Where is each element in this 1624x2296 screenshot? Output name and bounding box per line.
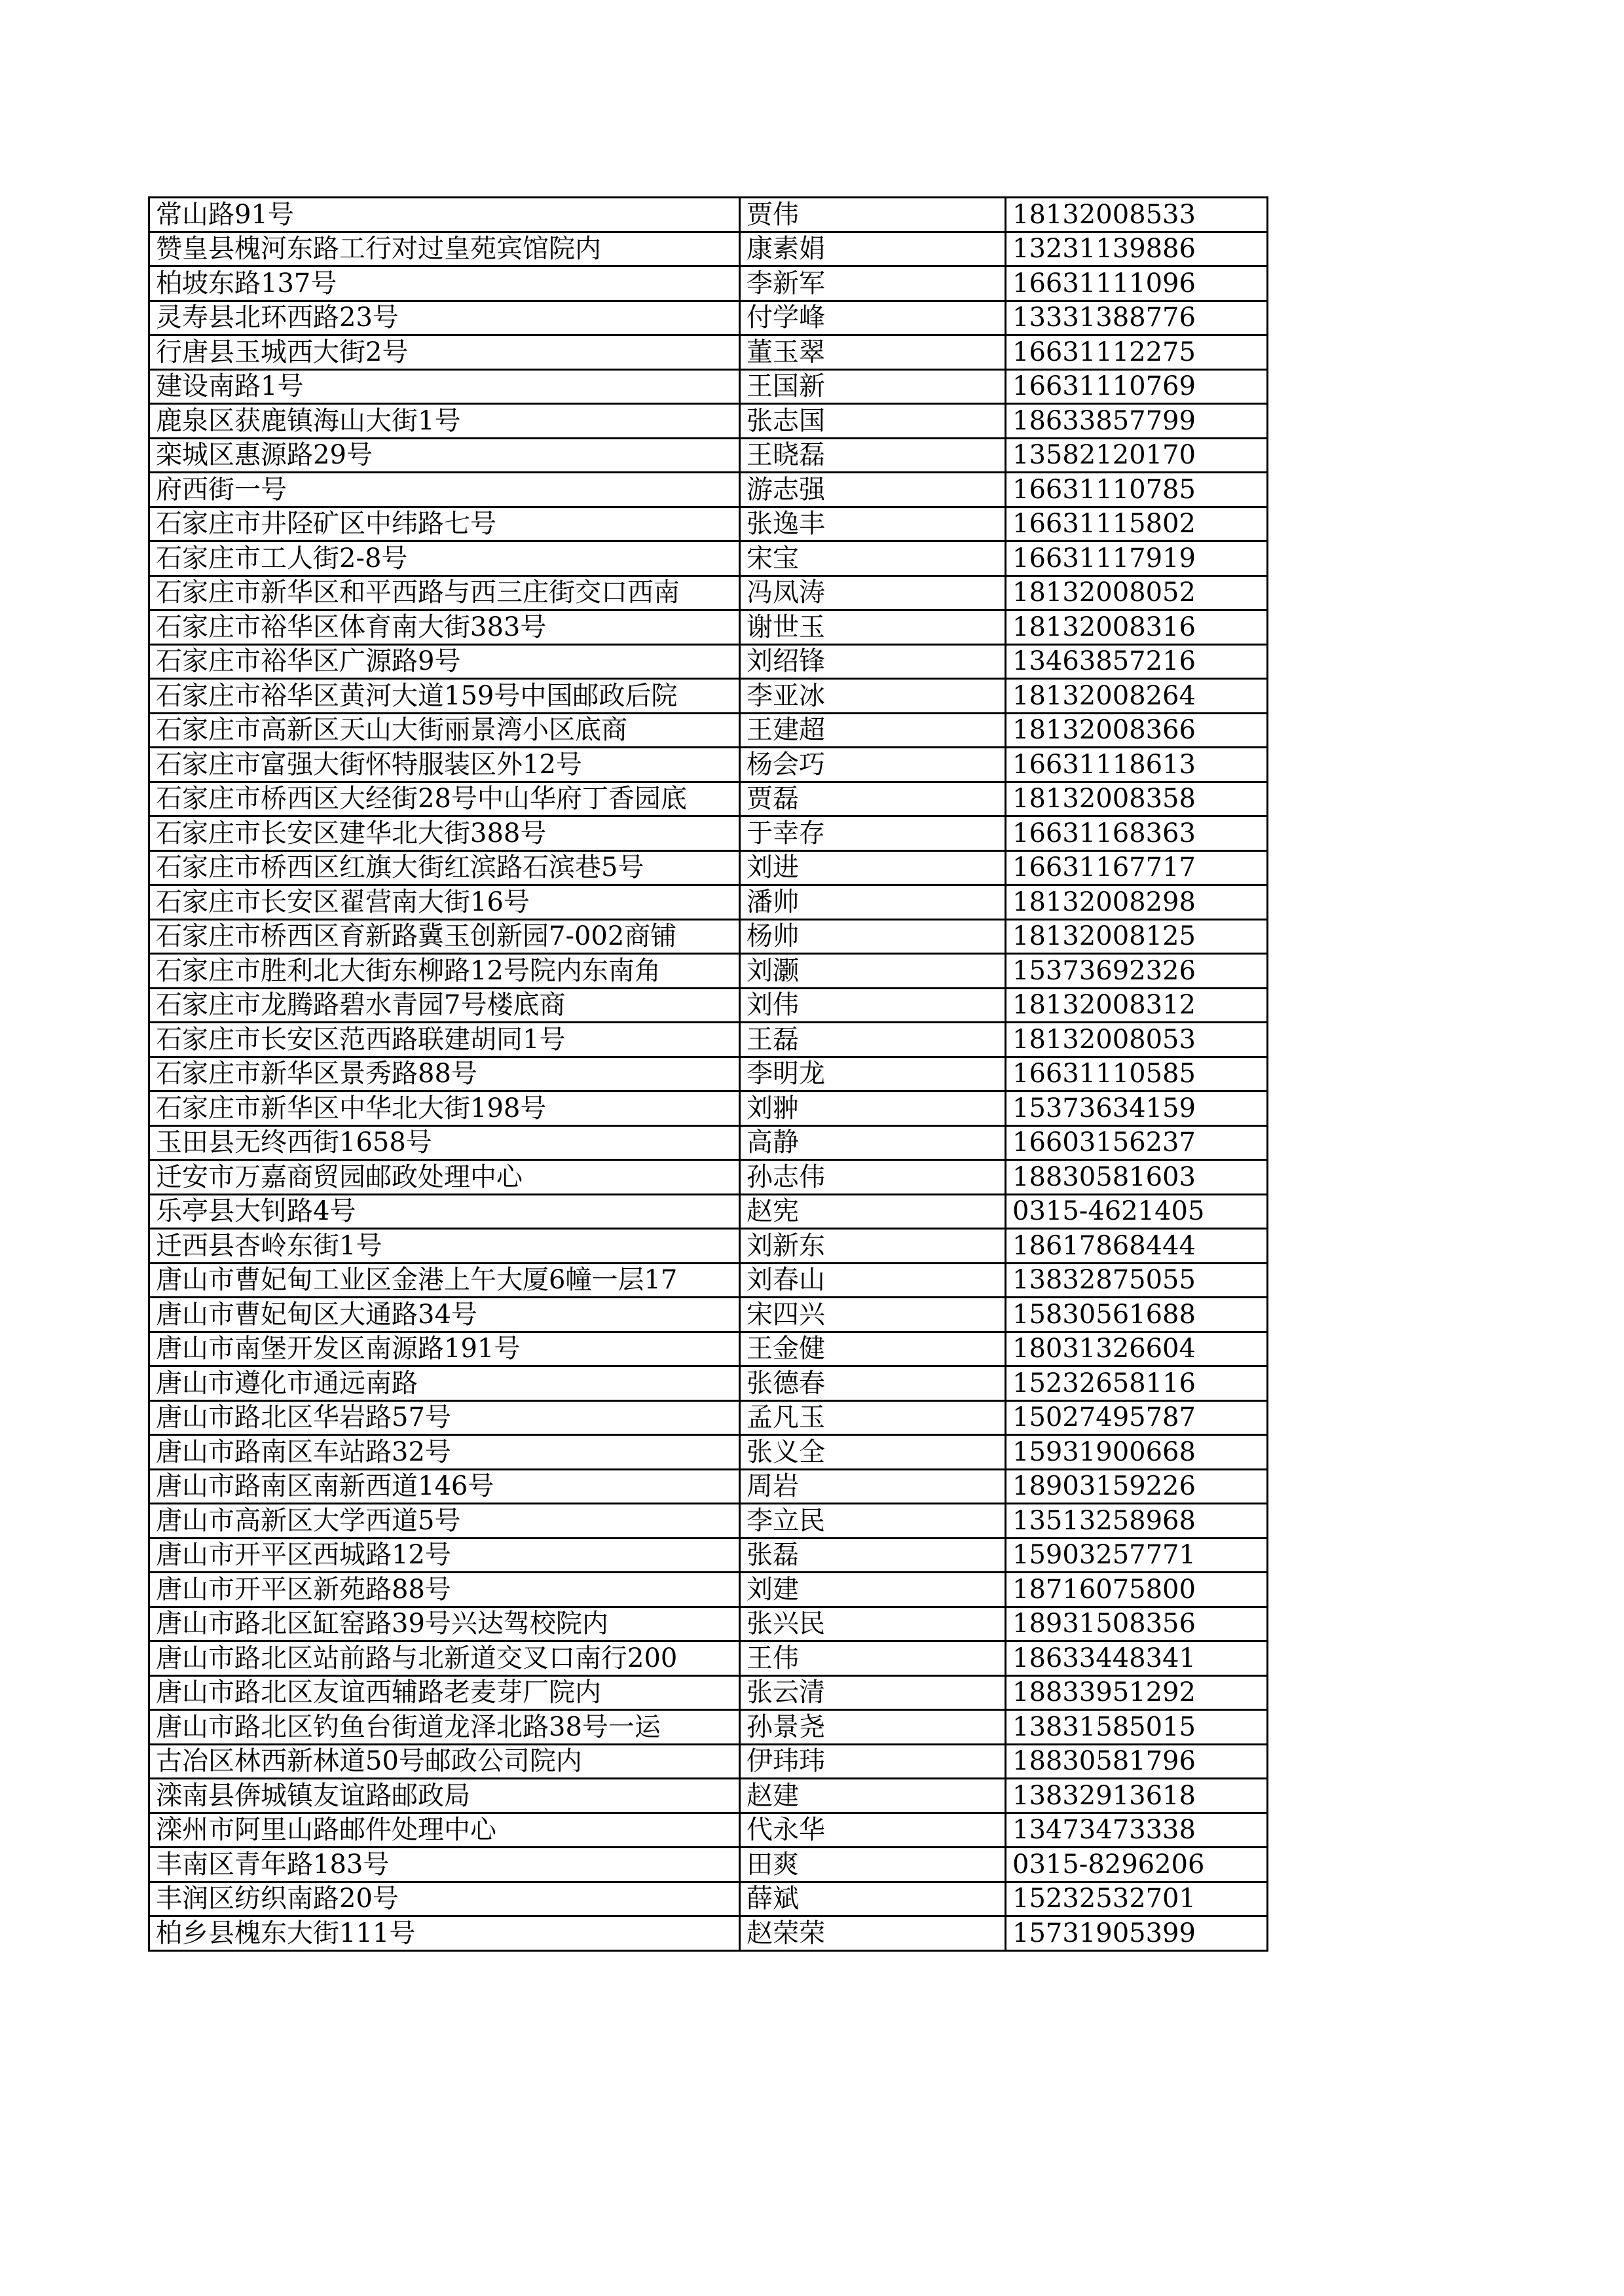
phone-cell: 13463857216 xyxy=(1006,644,1268,679)
phone-cell: 16631110585 xyxy=(1006,1057,1268,1091)
phone-cell: 18633448341 xyxy=(1006,1641,1268,1676)
phone-cell: 15232658116 xyxy=(1006,1366,1268,1401)
contact-name-cell: 刘翀 xyxy=(740,1091,1006,1126)
phone-cell: 16631115802 xyxy=(1006,507,1268,541)
contact-name-cell: 杨帅 xyxy=(740,919,1006,954)
phone-cell: 18132008533 xyxy=(1006,198,1268,232)
address-cell: 唐山市路北区华岩路57号 xyxy=(149,1400,740,1435)
address-cell: 石家庄市胜利北大街东柳路12号院内东南角 xyxy=(149,954,740,989)
phone-cell: 16631110785 xyxy=(1006,473,1268,507)
address-cell: 石家庄市长安区建华北大街388号 xyxy=(149,816,740,851)
table-row xyxy=(149,473,1268,507)
contact-name-cell: 张磊 xyxy=(740,1538,1006,1573)
address-cell: 玉田县无终西街1658号 xyxy=(149,1125,740,1160)
table-row xyxy=(149,954,1268,989)
contact-name-cell: 贾磊 xyxy=(740,782,1006,816)
contact-name-cell: 冯凤涛 xyxy=(740,575,1006,610)
phone-cell: 0315-4621405 xyxy=(1006,1194,1268,1229)
table-row xyxy=(149,1194,1268,1229)
contact-name-cell: 刘绍锋 xyxy=(740,644,1006,679)
phone-cell: 16631167717 xyxy=(1006,850,1268,885)
contact-name-cell: 张逸丰 xyxy=(740,507,1006,541)
contact-name-cell: 王金健 xyxy=(740,1332,1006,1366)
address-cell: 乐亭县大钊路4号 xyxy=(149,1194,740,1229)
address-cell: 石家庄市裕华区广源路9号 xyxy=(149,644,740,679)
address-cell: 唐山市曹妃甸工业区金港上午大厦6幢一层17 xyxy=(149,1263,740,1298)
table-row xyxy=(149,541,1268,576)
table-row xyxy=(149,1641,1268,1676)
contact-name-cell: 伊玮玮 xyxy=(740,1744,1006,1779)
phone-cell: 15731905399 xyxy=(1006,1916,1268,1951)
contact-name-cell: 王国新 xyxy=(740,369,1006,404)
contact-table-body xyxy=(149,198,1268,1951)
table-row xyxy=(149,1091,1268,1126)
address-cell: 鹿泉区获鹿镇海山大街1号 xyxy=(149,404,740,439)
phone-cell: 15373692326 xyxy=(1006,954,1268,989)
address-cell: 唐山市路北区缸窑路39号兴达驾校院内 xyxy=(149,1607,740,1641)
table-row xyxy=(149,1916,1268,1951)
contact-name-cell: 贾伟 xyxy=(740,198,1006,232)
table-row xyxy=(149,1125,1268,1160)
table-row xyxy=(149,575,1268,610)
contact-name-cell: 宋四兴 xyxy=(740,1298,1006,1332)
address-cell: 石家庄市桥西区大经街28号中山华府丁香园底 xyxy=(149,782,740,816)
phone-cell: 15027495787 xyxy=(1006,1400,1268,1435)
phone-cell: 15232532701 xyxy=(1006,1882,1268,1916)
phone-cell: 16603156237 xyxy=(1006,1125,1268,1160)
address-cell: 唐山市路北区友谊西辅路老麦芽厂院内 xyxy=(149,1675,740,1710)
address-cell: 常山路91号 xyxy=(149,198,740,232)
phone-cell: 18132008358 xyxy=(1006,782,1268,816)
contact-name-cell: 李立民 xyxy=(740,1504,1006,1539)
address-cell: 石家庄市新华区和平西路与西三庄街交口西南 xyxy=(149,575,740,610)
address-cell: 府西街一号 xyxy=(149,473,740,507)
table-row xyxy=(149,1744,1268,1779)
table-row xyxy=(149,369,1268,404)
contact-name-cell: 孙志伟 xyxy=(740,1160,1006,1195)
phone-cell: 18132008264 xyxy=(1006,679,1268,714)
table-row xyxy=(149,1710,1268,1745)
address-cell: 行唐县玉城西大街2号 xyxy=(149,335,740,370)
contact-table xyxy=(148,196,1268,1952)
address-cell: 唐山市路南区南新西道146号 xyxy=(149,1469,740,1504)
phone-cell: 16631112275 xyxy=(1006,335,1268,370)
table-row xyxy=(149,679,1268,714)
phone-cell: 18132008052 xyxy=(1006,575,1268,610)
address-cell: 石家庄市新华区中华北大街198号 xyxy=(149,1091,740,1126)
table-row xyxy=(149,1160,1268,1195)
contact-name-cell: 王磊 xyxy=(740,1023,1006,1057)
phone-cell: 16631168363 xyxy=(1006,816,1268,851)
phone-cell: 16631117919 xyxy=(1006,541,1268,576)
address-cell: 滦州市阿里山路邮件处理中心 xyxy=(149,1813,740,1848)
table-row xyxy=(149,610,1268,645)
address-cell: 唐山市高新区大学西道5号 xyxy=(149,1504,740,1539)
table-row xyxy=(149,713,1268,748)
table-row xyxy=(149,850,1268,885)
table-row xyxy=(149,1573,1268,1607)
table-row xyxy=(149,1607,1268,1641)
phone-cell: 0315-8296206 xyxy=(1006,1848,1268,1882)
phone-cell: 15830561688 xyxy=(1006,1298,1268,1332)
address-cell: 古冶区林西新林道50号邮政公司院内 xyxy=(149,1744,740,1779)
contact-name-cell: 游志强 xyxy=(740,473,1006,507)
contact-name-cell: 于幸存 xyxy=(740,816,1006,851)
table-row xyxy=(149,988,1268,1023)
address-cell: 灵寿县北环西路23号 xyxy=(149,301,740,335)
contact-name-cell: 潘帅 xyxy=(740,885,1006,920)
contact-name-cell: 刘新东 xyxy=(740,1229,1006,1264)
address-cell: 石家庄市裕华区黄河大道159号中国邮政后院 xyxy=(149,679,740,714)
contact-name-cell: 王晓磊 xyxy=(740,438,1006,473)
address-cell: 栾城区惠源路29号 xyxy=(149,438,740,473)
contact-name-cell: 宋宝 xyxy=(740,541,1006,576)
contact-name-cell: 赵荣荣 xyxy=(740,1916,1006,1951)
phone-cell: 18830581603 xyxy=(1006,1160,1268,1195)
address-cell: 赞皇县槐河东路工行对过皇苑宾馆院内 xyxy=(149,232,740,266)
address-cell: 唐山市曹妃甸区大通路34号 xyxy=(149,1298,740,1332)
phone-cell: 13513258968 xyxy=(1006,1504,1268,1539)
table-row xyxy=(149,1779,1268,1813)
phone-cell: 18931508356 xyxy=(1006,1607,1268,1641)
contact-name-cell: 刘伟 xyxy=(740,988,1006,1023)
phone-cell: 16631111096 xyxy=(1006,266,1268,301)
table-row xyxy=(149,816,1268,851)
phone-cell: 18132008312 xyxy=(1006,988,1268,1023)
contact-name-cell: 高静 xyxy=(740,1125,1006,1160)
contact-name-cell: 李新军 xyxy=(740,266,1006,301)
address-cell: 建设南路1号 xyxy=(149,369,740,404)
table-row xyxy=(149,885,1268,920)
phone-cell: 18617868444 xyxy=(1006,1229,1268,1264)
address-cell: 石家庄市裕华区体育南大街383号 xyxy=(149,610,740,645)
address-cell: 石家庄市新华区景秀路88号 xyxy=(149,1057,740,1091)
address-cell: 石家庄市富强大街怀特服装区外12号 xyxy=(149,748,740,782)
address-cell: 石家庄市桥西区育新路冀玉创新园7-002商铺 xyxy=(149,919,740,954)
contact-name-cell: 赵宪 xyxy=(740,1194,1006,1229)
table-row xyxy=(149,748,1268,782)
table-row xyxy=(149,1675,1268,1710)
contact-name-cell: 刘建 xyxy=(740,1573,1006,1607)
phone-cell: 18031326604 xyxy=(1006,1332,1268,1366)
table-row xyxy=(149,1469,1268,1504)
phone-cell: 15931900668 xyxy=(1006,1435,1268,1470)
contact-name-cell: 薛斌 xyxy=(740,1882,1006,1916)
address-cell: 石家庄市高新区天山大街丽景湾小区底商 xyxy=(149,713,740,748)
phone-cell: 18132008125 xyxy=(1006,919,1268,954)
address-cell: 柏坡东路137号 xyxy=(149,266,740,301)
contact-name-cell: 张云清 xyxy=(740,1675,1006,1710)
phone-cell: 13832913618 xyxy=(1006,1779,1268,1813)
contact-name-cell: 张德春 xyxy=(740,1366,1006,1401)
address-cell: 石家庄市长安区翟营南大街16号 xyxy=(149,885,740,920)
phone-cell: 13582120170 xyxy=(1006,438,1268,473)
table-row xyxy=(149,1538,1268,1573)
address-cell: 唐山市开平区西城路12号 xyxy=(149,1538,740,1573)
table-row xyxy=(149,1366,1268,1401)
contact-name-cell: 张志国 xyxy=(740,404,1006,439)
phone-cell: 13831585015 xyxy=(1006,1710,1268,1745)
address-cell: 石家庄市井陉矿区中纬路七号 xyxy=(149,507,740,541)
table-row xyxy=(149,1298,1268,1332)
table-row xyxy=(149,266,1268,301)
table-row xyxy=(149,1504,1268,1539)
table-row xyxy=(149,1057,1268,1091)
phone-cell: 13331388776 xyxy=(1006,301,1268,335)
contact-name-cell: 杨会巧 xyxy=(740,748,1006,782)
contact-name-cell: 李明龙 xyxy=(740,1057,1006,1091)
phone-cell: 18833951292 xyxy=(1006,1675,1268,1710)
contact-name-cell: 张兴民 xyxy=(740,1607,1006,1641)
table-row xyxy=(149,1848,1268,1882)
table-row xyxy=(149,1229,1268,1264)
address-cell: 滦南县倴城镇友谊路邮政局 xyxy=(149,1779,740,1813)
address-cell: 唐山市南堡开发区南源路191号 xyxy=(149,1332,740,1366)
contact-name-cell: 周岩 xyxy=(740,1469,1006,1504)
phone-cell: 18716075800 xyxy=(1006,1573,1268,1607)
contact-name-cell: 王伟 xyxy=(740,1641,1006,1676)
phone-cell: 18132008298 xyxy=(1006,885,1268,920)
table-row xyxy=(149,404,1268,439)
address-cell: 唐山市开平区新苑路88号 xyxy=(149,1573,740,1607)
address-cell: 石家庄市工人街2-8号 xyxy=(149,541,740,576)
contact-name-cell: 孟凡玉 xyxy=(740,1400,1006,1435)
phone-cell: 18903159226 xyxy=(1006,1469,1268,1504)
contact-name-cell: 赵建 xyxy=(740,1779,1006,1813)
phone-cell: 18132008316 xyxy=(1006,610,1268,645)
contact-name-cell: 孙景尧 xyxy=(740,1710,1006,1745)
table-row xyxy=(149,507,1268,541)
table-row xyxy=(149,1332,1268,1366)
address-cell: 唐山市路北区钓鱼台街道龙泽北路38号一运 xyxy=(149,1710,740,1745)
phone-cell: 15373634159 xyxy=(1006,1091,1268,1126)
phone-cell: 16631118613 xyxy=(1006,748,1268,782)
address-cell: 唐山市路南区车站路32号 xyxy=(149,1435,740,1470)
contact-name-cell: 刘灏 xyxy=(740,954,1006,989)
contact-name-cell: 谢世玉 xyxy=(740,610,1006,645)
table-row xyxy=(149,301,1268,335)
address-cell: 丰润区纺织南路20号 xyxy=(149,1882,740,1916)
address-cell: 柏乡县槐东大街111号 xyxy=(149,1916,740,1951)
contact-name-cell: 付学峰 xyxy=(740,301,1006,335)
contact-name-cell: 王建超 xyxy=(740,713,1006,748)
phone-cell: 18132008053 xyxy=(1006,1023,1268,1057)
contact-name-cell: 李亚冰 xyxy=(740,679,1006,714)
table-row xyxy=(149,1400,1268,1435)
phone-cell: 18830581796 xyxy=(1006,1744,1268,1779)
address-cell: 迁安市万嘉商贸园邮政处理中心 xyxy=(149,1160,740,1195)
contact-name-cell: 刘进 xyxy=(740,850,1006,885)
table-row xyxy=(149,438,1268,473)
table-row xyxy=(149,335,1268,370)
address-cell: 石家庄市长安区范西路联建胡同1号 xyxy=(149,1023,740,1057)
phone-cell: 18132008366 xyxy=(1006,713,1268,748)
table-row xyxy=(149,644,1268,679)
table-row xyxy=(149,198,1268,232)
address-cell: 迁西县杏岭东街1号 xyxy=(149,1229,740,1264)
contact-name-cell: 董玉翠 xyxy=(740,335,1006,370)
phone-cell: 15903257771 xyxy=(1006,1538,1268,1573)
contact-name-cell: 刘春山 xyxy=(740,1263,1006,1298)
contact-name-cell: 张义全 xyxy=(740,1435,1006,1470)
phone-cell: 18633857799 xyxy=(1006,404,1268,439)
phone-cell: 13231139886 xyxy=(1006,232,1268,266)
phone-cell: 16631110769 xyxy=(1006,369,1268,404)
contact-name-cell: 田爽 xyxy=(740,1848,1006,1882)
phone-cell: 13473473338 xyxy=(1006,1813,1268,1848)
table-row xyxy=(149,782,1268,816)
address-cell: 唐山市路北区站前路与北新道交叉口南行200 xyxy=(149,1641,740,1676)
address-cell: 石家庄市龙腾路碧水青园7号楼底商 xyxy=(149,988,740,1023)
address-cell: 丰南区青年路183号 xyxy=(149,1848,740,1882)
table-row xyxy=(149,232,1268,266)
table-row xyxy=(149,1435,1268,1470)
address-cell: 石家庄市桥西区红旗大街红滨路石滨巷5号 xyxy=(149,850,740,885)
table-row xyxy=(149,1882,1268,1916)
phone-cell: 13832875055 xyxy=(1006,1263,1268,1298)
table-row xyxy=(149,1023,1268,1057)
table-row xyxy=(149,919,1268,954)
address-cell: 唐山市遵化市通远南路 xyxy=(149,1366,740,1401)
table-row xyxy=(149,1263,1268,1298)
contact-name-cell: 康素娟 xyxy=(740,232,1006,266)
table-row xyxy=(149,1813,1268,1848)
contact-name-cell: 代永华 xyxy=(740,1813,1006,1848)
